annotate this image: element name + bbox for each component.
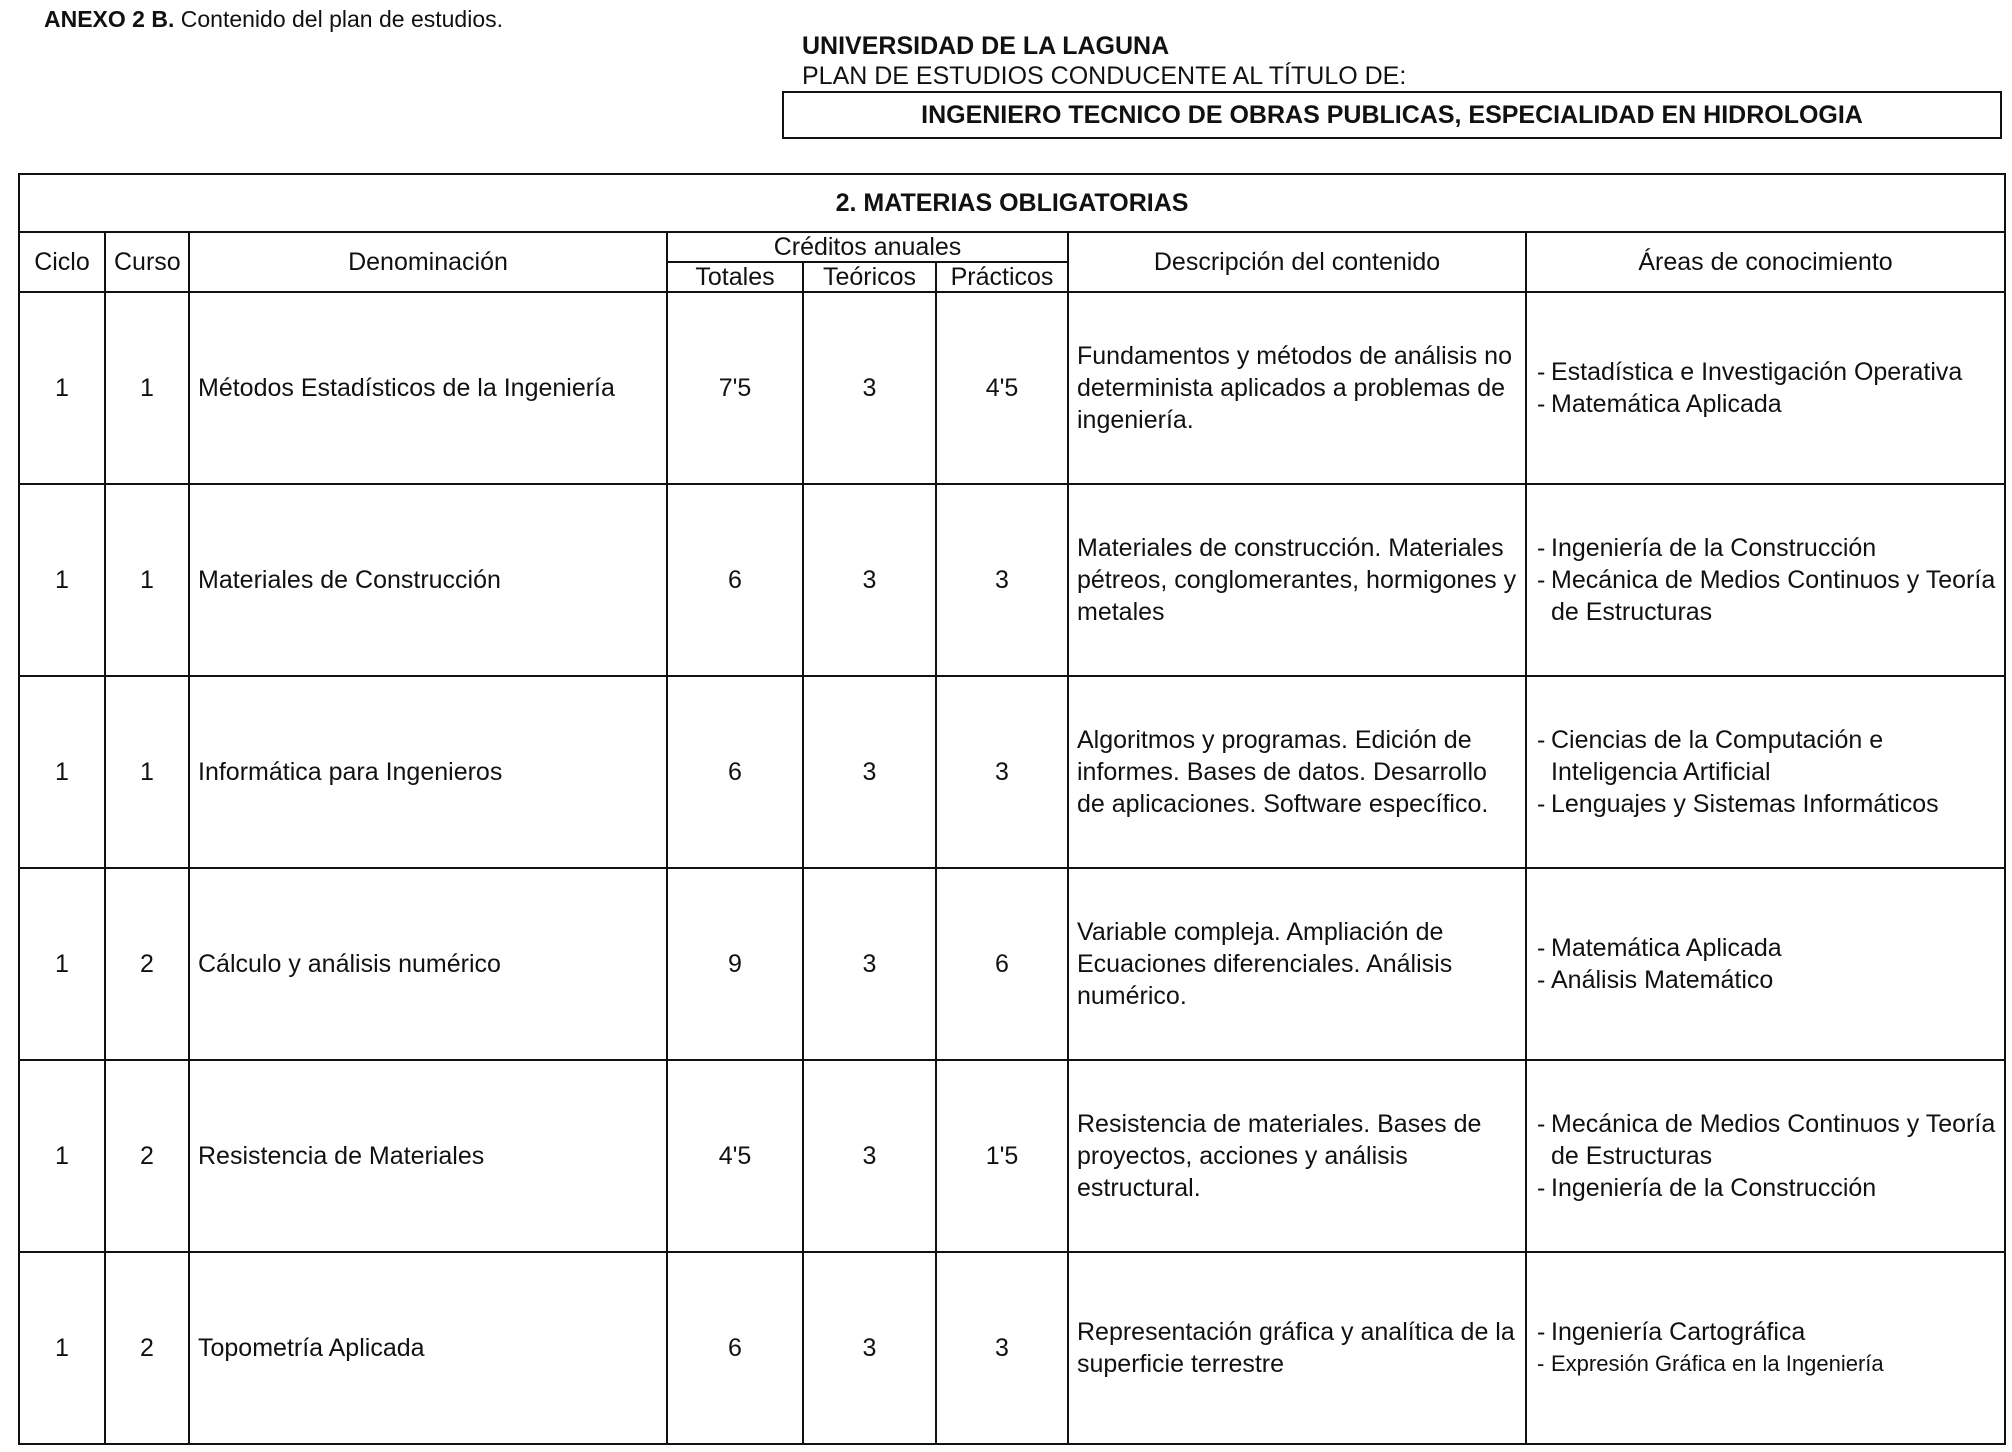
cell-denominacion: Topometría Aplicada: [189, 1252, 667, 1444]
header-creditos: Créditos anuales: [667, 232, 1068, 262]
cell-denominacion: Resistencia de Materiales: [189, 1060, 667, 1252]
cell-areas: [1526, 292, 2005, 484]
area-item: - Ingeniería de la Construcción: [1535, 1172, 1996, 1204]
cell-descripcion: Fundamentos y métodos de análisis no determinista aplicados a problemas de ingeniería.: [1068, 292, 1526, 484]
cell-totales: 6: [667, 484, 803, 676]
area-item: - Ingeniería Cartográfica: [1535, 1316, 1996, 1348]
cell-teoricos: 3: [803, 484, 936, 676]
header-teoricos: Teóricos: [803, 262, 936, 292]
header-curso: Curso: [105, 232, 189, 292]
cell-descripcion: Resistencia de materiales. Bases de proyectos, acciones y análisis estructural.: [1068, 1060, 1526, 1252]
cell-practicos: 3: [936, 1252, 1068, 1444]
degree-title: INGENIERO TECNICO DE OBRAS PUBLICAS, ESPECIALIDAD EN HIDROLOGIA: [782, 91, 2002, 139]
cell-curso: 2: [105, 1060, 189, 1252]
table-row: [19, 1252, 2005, 1444]
cell-ciclo: 1: [19, 1252, 105, 1444]
cell-denominacion: Materiales de Construcción: [189, 484, 667, 676]
area-item: - Ciencias de la Computación e Inteligencia Artificial: [1535, 724, 1996, 788]
cell-areas: [1526, 676, 2005, 868]
table-banner: 2. MATERIAS OBLIGATORIAS: [19, 174, 2005, 232]
cell-curso: 1: [105, 676, 189, 868]
cell-practicos: 3: [936, 484, 1068, 676]
header-denominacion: Denominación: [189, 232, 667, 292]
plan-line: PLAN DE ESTUDIOS CONDUCENTE AL TÍTULO DE:: [802, 62, 1407, 90]
table-row: [19, 292, 2005, 484]
header-areas: Áreas de conocimiento: [1526, 232, 2005, 292]
cell-denominacion: Informática para Ingenieros: [189, 676, 667, 868]
area-item: - Ingeniería de la Construcción: [1535, 532, 1996, 564]
cell-teoricos: 3: [803, 1060, 936, 1252]
annex-text: Contenido del plan de estudios.: [174, 6, 504, 32]
header-ciclo: Ciclo: [19, 232, 105, 292]
area-item: - Lenguajes y Sistemas Informáticos: [1535, 788, 1996, 820]
university-name: UNIVERSIDAD DE LA LAGUNA: [802, 32, 1170, 60]
cell-curso: 2: [105, 868, 189, 1060]
cell-ciclo: 1: [19, 484, 105, 676]
header-descripcion: Descripción del contenido: [1068, 232, 1526, 292]
area-item: - Expresión Gráfica en la Ingeniería: [1535, 1348, 1996, 1380]
cell-teoricos: 3: [803, 292, 936, 484]
cell-descripcion: Representación gráfica y analítica de la superficie terrestre: [1068, 1252, 1526, 1444]
subjects-table: [18, 173, 2006, 1445]
cell-areas: [1526, 1060, 2005, 1252]
area-item: - Matemática Aplicada: [1535, 932, 1996, 964]
cell-areas: [1526, 1252, 2005, 1444]
cell-practicos: 4'5: [936, 292, 1068, 484]
cell-curso: 1: [105, 484, 189, 676]
cell-totales: 7'5: [667, 292, 803, 484]
cell-totales: 4'5: [667, 1060, 803, 1252]
cell-descripcion: Variable compleja. Ampliación de Ecuaciones diferenciales. Análisis numérico.: [1068, 868, 1526, 1060]
annex-label: ANEXO 2 B.: [44, 6, 175, 32]
cell-practicos: 6: [936, 868, 1068, 1060]
cell-curso: 1: [105, 292, 189, 484]
cell-areas: [1526, 484, 2005, 676]
cell-ciclo: 1: [19, 676, 105, 868]
cell-ciclo: 1: [19, 868, 105, 1060]
header-practicos: Prácticos: [936, 262, 1068, 292]
cell-totales: 9: [667, 868, 803, 1060]
table-row: [19, 676, 2005, 868]
cell-teoricos: 3: [803, 676, 936, 868]
cell-descripcion: Algoritmos y programas. Edición de informes. Bases de datos. Desarrollo de aplicaciones. Software específico.: [1068, 676, 1526, 868]
cell-teoricos: 3: [803, 1252, 936, 1444]
cell-areas: [1526, 868, 2005, 1060]
area-item: - Estadística e Investigación Operativa: [1535, 356, 1996, 388]
table-row: [19, 1060, 2005, 1252]
area-item: - Matemática Aplicada: [1535, 388, 1996, 420]
table-row: [19, 868, 2005, 1060]
cell-curso: 2: [105, 1252, 189, 1444]
cell-descripcion: Materiales de construcción. Materiales pétreos, conglomerantes, hormigones y metales: [1068, 484, 1526, 676]
header-totales: Totales: [667, 262, 803, 292]
table-row: [19, 484, 2005, 676]
cell-practicos: 1'5: [936, 1060, 1068, 1252]
cell-totales: 6: [667, 1252, 803, 1444]
cell-ciclo: 1: [19, 1060, 105, 1252]
area-item: - Mecánica de Medios Continuos y Teoría de Estructuras: [1535, 564, 1996, 628]
annex-heading: [44, 6, 503, 33]
cell-teoricos: 3: [803, 868, 936, 1060]
cell-totales: 6: [667, 676, 803, 868]
cell-practicos: 3: [936, 676, 1068, 868]
cell-ciclo: 1: [19, 292, 105, 484]
area-item: - Mecánica de Medios Continuos y Teoría de Estructuras: [1535, 1108, 1996, 1172]
cell-denominacion: Métodos Estadísticos de la Ingeniería: [189, 292, 667, 484]
area-item: - Análisis Matemático: [1535, 964, 1996, 996]
cell-denominacion: Cálculo y análisis numérico: [189, 868, 667, 1060]
